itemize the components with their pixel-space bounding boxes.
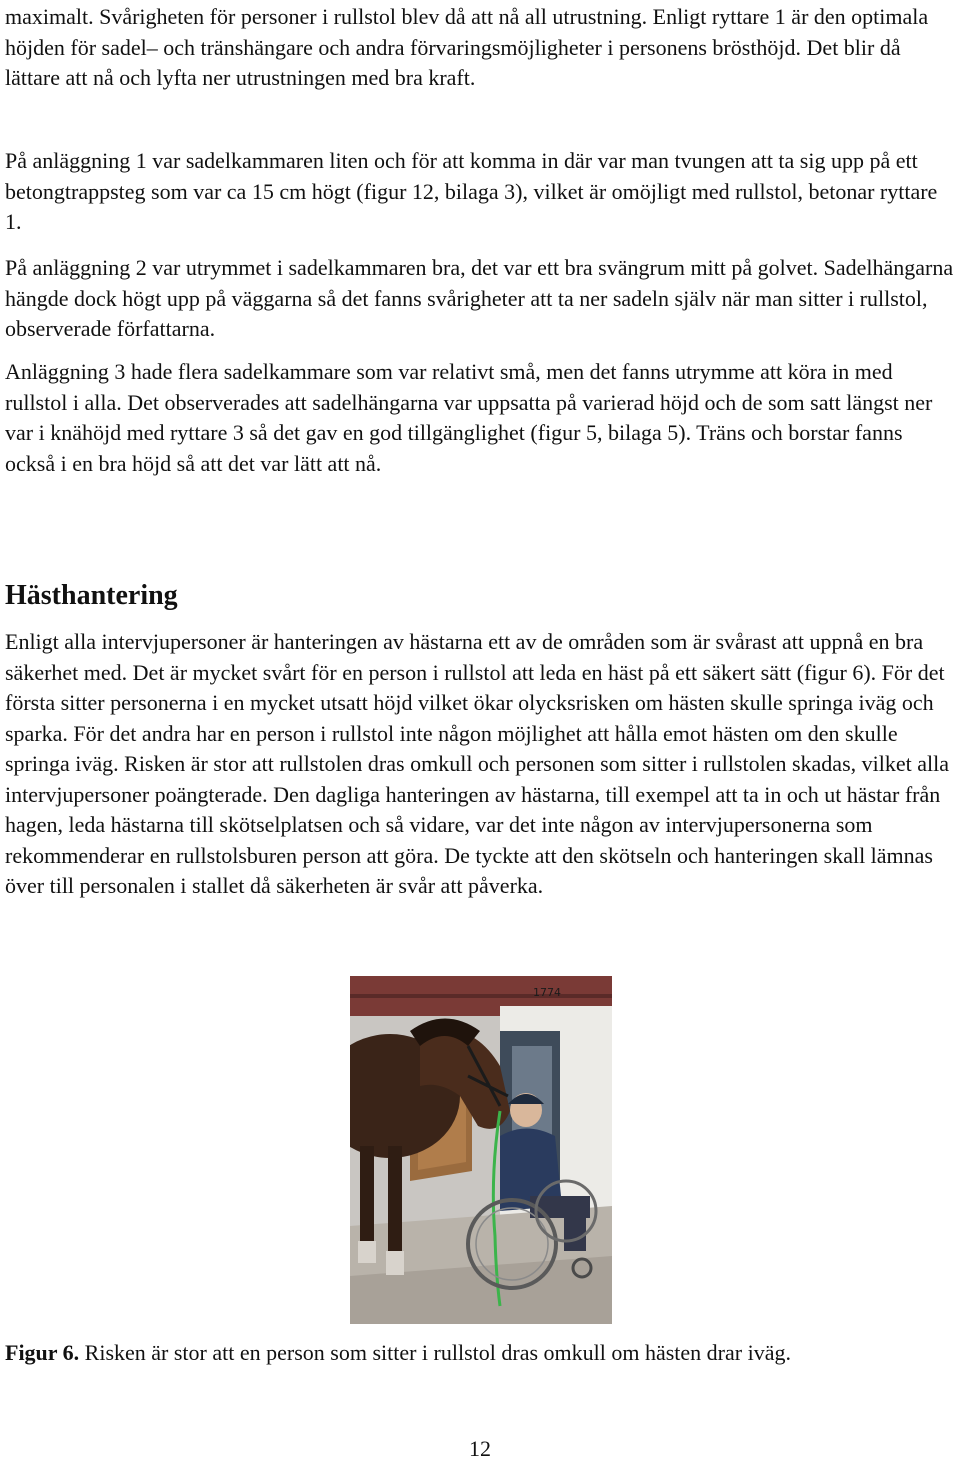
section-body: Enligt alla intervjupersoner är hanteringen av hästarna ett av de områden som är svårast att uppnå en bra säkerhet med. Det är mycket svårt för en person i rullstol att leda en häst på ett säkert sätt (figur 6). För det första sitter personerna i en mycket utsatt höjd vilket ökar olycksrisken om hästen skulle springa iväg och sparka. För det andra har en person i rullstol inte någon möjlighet att hålla emot hästen om den skulle springa iväg. Risken är stor att rullstolen dras omkull och personen som sitter i rullstolen skadas, vilket alla intervjupersoner poängterade. Den dagliga hanteringen av hästarna, till exempel att ta in och ut hästar från hagen, leda hästarna till skötselplatsen och så vidare, var det inte någon av intervjupersonerna som rekommenderar en rullstolsburen person att göra. De tyckte att den skötseln och hanteringen skall lämnas över till personalen i stallet då säkerheten är svår att påverka. bbox=[5, 629, 949, 898]
figure-caption bbox=[5, 1338, 955, 1368]
caption-label: Figur 6. bbox=[5, 1340, 80, 1365]
figure-photo bbox=[350, 976, 612, 1324]
paragraph-anlaggning-1: På anläggning 1 var sadelkammaren liten och för att komma in där var man tvungen att ta sig upp på ett betongtrappsteg som var ca 15 cm högt (figur 12, bilaga 3), vilket är omöjligt med rullstol, betonar ryttare 1. bbox=[5, 148, 938, 234]
paragraph-anlaggning-3: Anläggning 3 hade flera sadelkammare som var relativt små, men det fanns utrymme att köra in med rullstol i alla. Det observerades att sadelhängarna var uppsatta på varierad höjd och de som satt längst ner var i knähöjd med ryttare 3 så det gav en god tillgänglighet (figur 5, bilaga 5). Träns och borstar fanns också i en bra höjd så att det var lätt att nå. bbox=[5, 359, 933, 476]
page-number: 12 bbox=[469, 1436, 491, 1461]
caption-text: Risken är stor att en person som sitter i rullstol dras omkull om hästen drar iväg. bbox=[79, 1340, 791, 1365]
paragraph-anlaggning-2: På anläggning 2 var utrymmet i sadelkammaren bra, det var ett bra svängrum mitt på golvet. Sadelhängarna hängde dock högt upp på väggarna så det fanns svårigheter att ta ner sadeln själv när man sitter i rullstol, observerade författarna. bbox=[5, 255, 954, 341]
door-number: 1774 bbox=[533, 986, 561, 999]
horse-wheelchair-photo bbox=[350, 976, 612, 1324]
paragraph-intro: maximalt. Svårigheten för personer i rullstol blev då att nå all utrustning. Enligt ryttare 1 är den optimala höjden för sadel– och tränshängare och andra förvaringsmöjligheter i personens brösthöjd. Det blir då lättare att nå och lyfta ner utrustningen med bra kraft. bbox=[5, 4, 929, 90]
section-heading: Hästhantering bbox=[5, 580, 178, 611]
